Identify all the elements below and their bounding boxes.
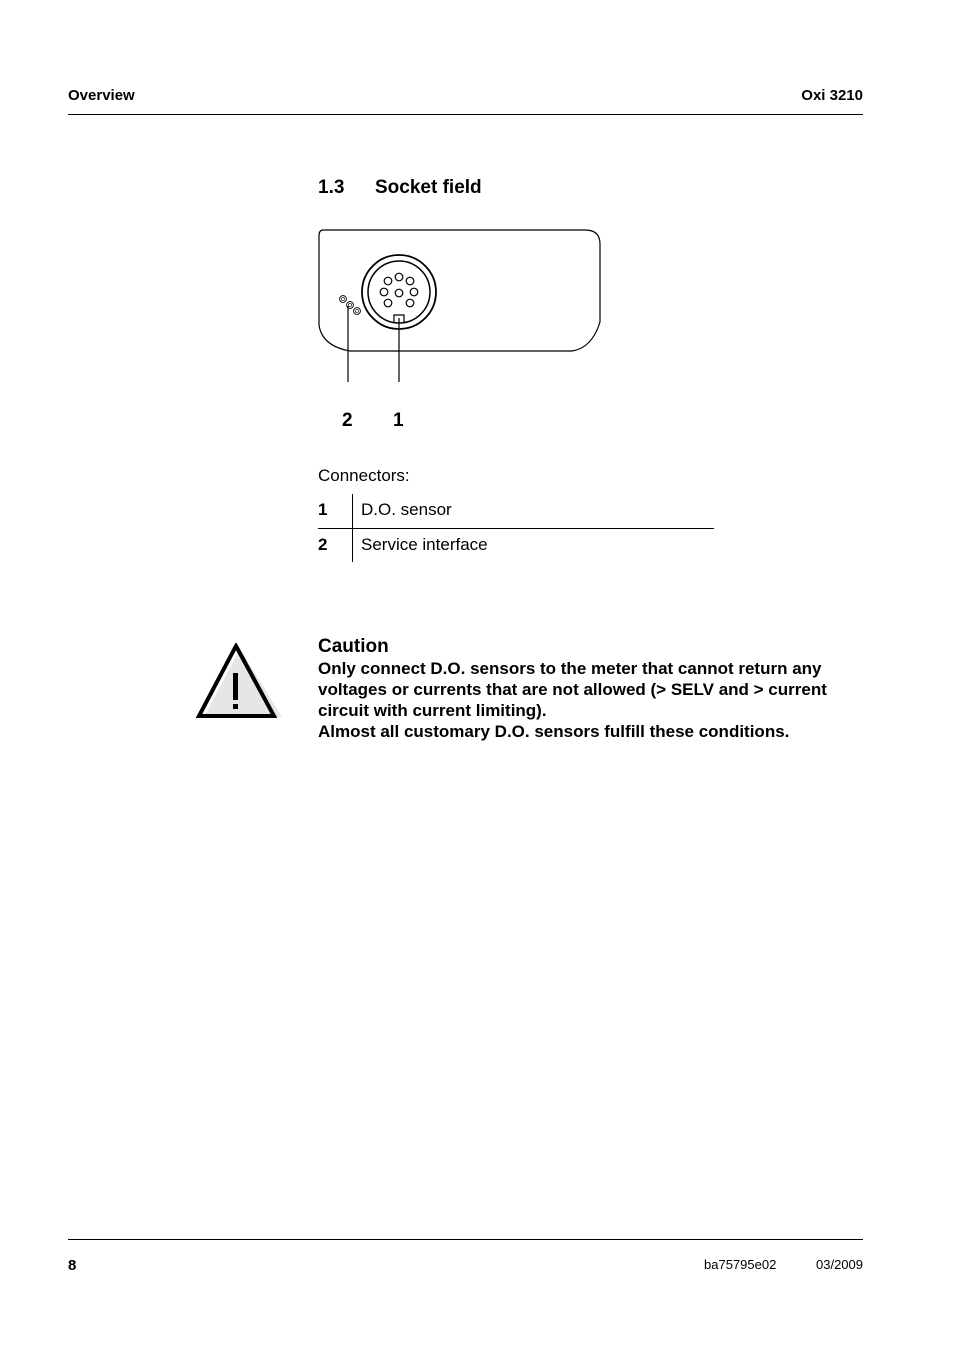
header-rule	[68, 114, 863, 115]
callout-2: 2	[342, 410, 353, 431]
caution-text: Almost all customary D.O. sensors fulfill these conditions.	[318, 722, 790, 741]
socket-panel-drawing	[310, 222, 610, 382]
service-interface-icon	[340, 296, 361, 315]
callout-1: 1	[393, 410, 404, 431]
document-date: 03/2009	[816, 1257, 863, 1272]
header-section: Overview	[68, 87, 135, 104]
socket-field-figure	[310, 222, 610, 387]
table-column-divider	[352, 494, 353, 562]
warning-triangle-icon	[196, 643, 288, 728]
connectors-table	[318, 494, 714, 563]
connector-label: D.O. sensor	[361, 500, 452, 519]
connector-number: 1	[318, 500, 328, 519]
caution-body	[318, 658, 863, 742]
header-product: Oxi 3210	[801, 87, 863, 104]
connector-label: Service interface	[361, 535, 488, 554]
section-title: Socket field	[375, 177, 482, 198]
footer-rule	[68, 1239, 863, 1240]
document-id: ba75795e02	[704, 1257, 777, 1272]
caution-title: Caution	[318, 636, 389, 657]
do-sensor-socket-icon	[362, 255, 436, 329]
page-number: 8	[68, 1257, 77, 1274]
section-number: 1.3	[318, 177, 345, 198]
table-row	[318, 494, 714, 529]
caution-text: Only connect D.O. sensors to the meter that cannot return any voltages or currents that are not allowed (> SELV and > current circuit with current limiting).	[318, 659, 827, 720]
table-row	[318, 529, 714, 563]
connector-number: 2	[318, 535, 328, 554]
connectors-intro: Connectors:	[318, 466, 410, 485]
